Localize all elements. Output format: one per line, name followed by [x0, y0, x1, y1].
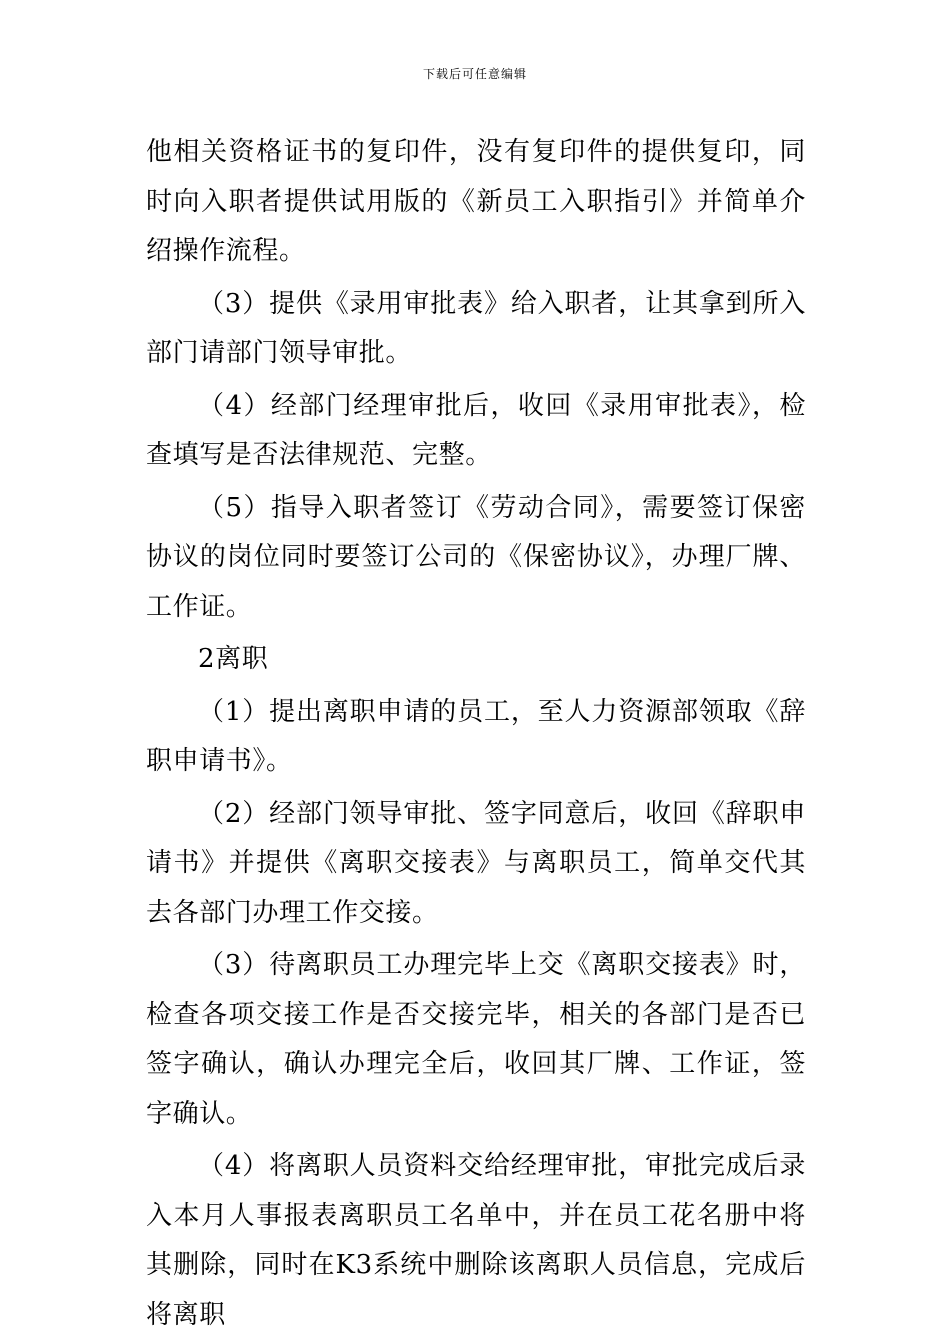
paragraph-step-4: （4）经部门经理审批后，收回《录用审批表》，检查填写是否法律规范、完整。 [146, 390, 806, 470]
paragraph-resign-step-4: （4）将离职人员资料交给经理审批，审批完成后录入本月人事报表离职员工名单中，并在员工花名册中将其删除，同时在K3系统中删除该离职人员信息，完成后将离职 [146, 1151, 806, 1330]
paragraph-step-5: （5）指导入职者签订《劳动合同》，需要签订保密协议的岗位同时要签订公司的《保密协议》，办理厂牌、工作证。 [146, 492, 806, 622]
paragraph-resign-step-1: （1）提出离职申请的员工，至人力资源部领取《辞职申请书》。 [146, 696, 806, 776]
page-header: 下载后可任意编辑 [422, 67, 527, 81]
section-heading-resignation: 2离职 [198, 644, 269, 674]
paragraph-resign-step-3: （3）待离职员工办理完毕上交《离职交接表》时，检查各项交接工作是否交接完毕，相关的各部门是否已签字确认，确认办理完全后，收回其厂牌、工作证，签字确认。 [146, 950, 806, 1129]
paragraph-step-3: （3）提供《录用审批表》给入职者，让其拿到所入部门请部门领导审批。 [146, 288, 806, 368]
paragraph-continued: 他相关资格证书的复印件，没有复印件的提供复印，同时向入职者提供试用版的《新员工入职指引》并简单介绍操作流程。 [146, 137, 806, 266]
document-body [146, 128, 806, 1343]
paragraph-resign-step-2: （2）经部门领导审批、签字同意后，收回《辞职申请书》并提供《离职交接表》与离职员工，简单交代其去各部门办理工作交接。 [146, 798, 806, 928]
